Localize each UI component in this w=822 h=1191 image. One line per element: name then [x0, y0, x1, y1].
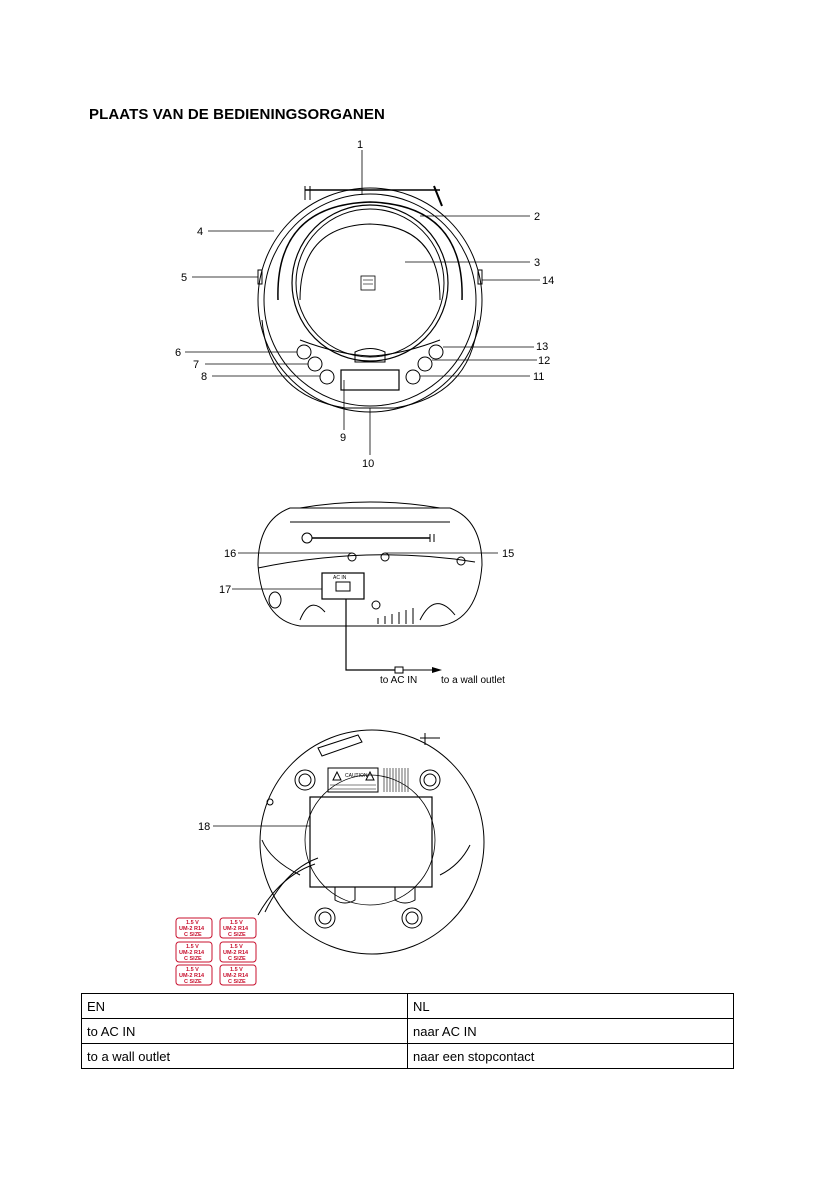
rear-view-diagram [258, 502, 482, 673]
svg-text:C SIZE: C SIZE [228, 956, 246, 962]
battery-6 [220, 965, 256, 985]
callout-2: 2 [534, 211, 541, 223]
callout-11: 11 [533, 371, 545, 383]
battery-1 [176, 918, 212, 938]
ac-in-label: AC IN [333, 575, 347, 581]
callout-18: 18 [198, 821, 211, 833]
battery-5 [176, 965, 212, 985]
svg-text:UM-2 R14: UM-2 R14 [223, 973, 249, 979]
callout-7: 7 [193, 359, 200, 371]
cell-nl: naar een stopcontact [408, 1044, 734, 1069]
svg-text:1.5 V: 1.5 V [230, 920, 243, 926]
cell-en: to a wall outlet [82, 1044, 408, 1069]
svg-text:1.5 V: 1.5 V [230, 944, 243, 950]
svg-text:C SIZE: C SIZE [228, 932, 246, 938]
svg-text:1.5 V: 1.5 V [230, 967, 243, 973]
svg-text:C SIZE: C SIZE [184, 956, 202, 962]
svg-text:1.5 V: 1.5 V [186, 944, 199, 950]
battery-4 [220, 942, 256, 962]
cell-nl: naar AC IN [408, 1019, 734, 1044]
table-row [82, 1044, 734, 1069]
svg-text:UM-2 R14: UM-2 R14 [179, 926, 205, 932]
svg-text:C SIZE: C SIZE [184, 979, 202, 985]
table-row [82, 1019, 734, 1044]
callout-5: 5 [181, 272, 188, 284]
cell-en: to AC IN [82, 1019, 408, 1044]
callout-10: 10 [362, 458, 375, 470]
svg-text:C SIZE: C SIZE [184, 932, 202, 938]
svg-text:UM-2 R14: UM-2 R14 [179, 950, 205, 956]
callout-4: 4 [197, 226, 204, 238]
callout-6: 6 [175, 347, 182, 359]
battery-3 [176, 942, 212, 962]
plug-arrow-icon [432, 667, 442, 673]
header-nl: NL [408, 994, 734, 1019]
callout-16: 16 [224, 548, 237, 560]
caution-label: CAUTION [345, 773, 368, 779]
svg-text:C SIZE: C SIZE [228, 979, 246, 985]
svg-text:UM-2 R14: UM-2 R14 [179, 973, 205, 979]
callout-17: 17 [219, 584, 232, 596]
header-en: EN [82, 994, 408, 1019]
page-title: PLAATS VAN DE BEDIENINGSORGANEN [89, 106, 385, 123]
callout-3: 3 [534, 257, 541, 269]
battery-2 [220, 918, 256, 938]
svg-text:1.5 V: 1.5 V [186, 967, 199, 973]
front-leader-lines [185, 150, 540, 455]
callout-13: 13 [536, 341, 549, 353]
callout-1: 1 [357, 139, 364, 151]
to-ac-in-label: to AC IN [380, 675, 418, 686]
callout-9: 9 [340, 432, 347, 444]
callout-8: 8 [201, 371, 208, 383]
front-view-diagram [258, 186, 482, 412]
callout-14: 14 [542, 275, 555, 287]
svg-text:1.5 V: 1.5 V [186, 920, 199, 926]
callout-15: 15 [502, 548, 515, 560]
svg-text:UM-2 R14: UM-2 R14 [223, 950, 249, 956]
battery-illustrations [176, 918, 256, 985]
svg-text:UM-2 R14: UM-2 R14 [223, 926, 249, 932]
callout-12: 12 [538, 355, 551, 367]
to-wall-outlet-label: to a wall outlet [441, 675, 505, 686]
bottom-view-diagram [258, 730, 484, 954]
table-header-row [82, 994, 734, 1019]
translation-table [81, 993, 734, 1069]
